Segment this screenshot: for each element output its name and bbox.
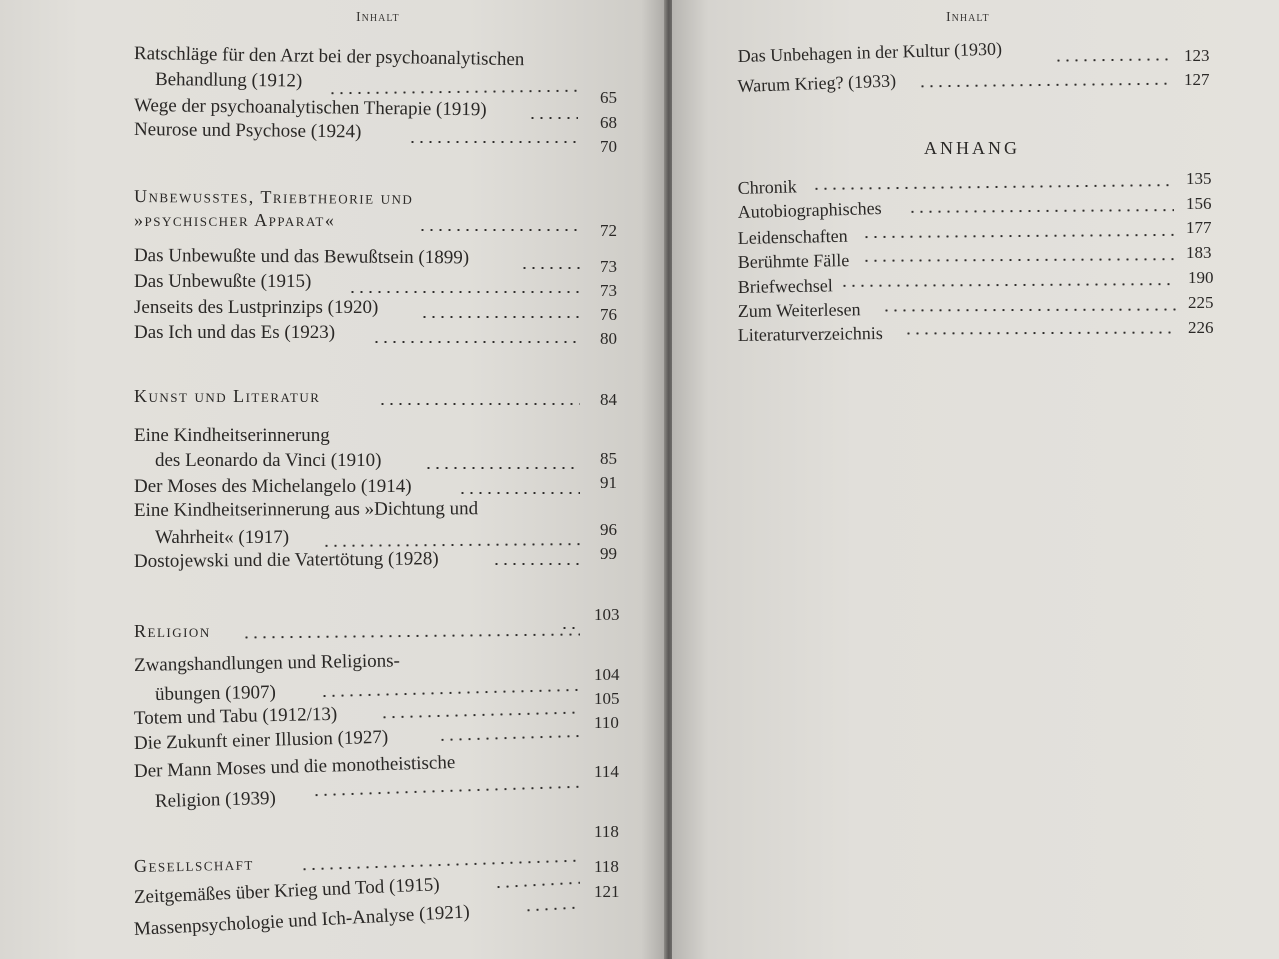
toc-entry bbox=[155, 787, 276, 814]
entry-line: Eine Kindheitserinnerung aus »Dichtung und bbox=[133, 498, 479, 521]
dot-leader bbox=[882, 308, 1176, 311]
entry-line: Das Unbewußte und das Bewußtsein (1899) bbox=[133, 245, 470, 269]
page-number: 99 bbox=[600, 544, 617, 563]
page-number: 127 bbox=[1184, 70, 1210, 89]
section-heading: Kunst und Literatur bbox=[134, 386, 321, 406]
entry-line: Die Zukunft einer Illusion (1927) bbox=[133, 726, 389, 754]
entry-line: Wahrheit« (1917) bbox=[155, 527, 290, 548]
entry-line: Totem und Tabu (1912/13) bbox=[133, 703, 338, 729]
page-number: 190 bbox=[1188, 268, 1214, 287]
toc-entry bbox=[134, 547, 439, 574]
page-number: 103 bbox=[594, 605, 620, 624]
dot-leader bbox=[528, 117, 578, 119]
section-heading: »psychischer Apparat« bbox=[134, 210, 336, 230]
dot-leader bbox=[1054, 58, 1172, 61]
entry-line: Religion (1939) bbox=[154, 787, 277, 812]
toc-entry bbox=[738, 273, 833, 299]
page-number: 177 bbox=[1186, 218, 1212, 237]
toc-entry bbox=[738, 321, 883, 347]
entry-title: Berühmte Fälle bbox=[737, 250, 850, 273]
toc-entry bbox=[134, 296, 378, 320]
dot-leader bbox=[242, 634, 580, 639]
page-number: 121 bbox=[594, 882, 620, 901]
section-heading: Gesellschaft bbox=[133, 853, 255, 876]
toc-entry bbox=[134, 497, 478, 523]
toc-entry bbox=[134, 475, 412, 499]
entry-line: Das Unbewußte (1915) bbox=[134, 271, 312, 292]
entry-title: Zum Weiterlesen bbox=[737, 299, 861, 322]
dot-leader bbox=[560, 627, 580, 629]
toc-entry bbox=[134, 270, 311, 294]
dot-leader bbox=[918, 83, 1172, 88]
toc-entry bbox=[155, 68, 302, 94]
entry-line: des Leonardo da Vinci (1910) bbox=[155, 450, 382, 471]
entry-line: Ratschläge für den Arzt bei der psychoanalytischen bbox=[133, 43, 525, 71]
toc-entry bbox=[737, 196, 882, 224]
dot-leader bbox=[458, 492, 580, 494]
dot-leader bbox=[348, 291, 580, 293]
toc-entry bbox=[134, 424, 330, 448]
page-number: 70 bbox=[600, 137, 617, 156]
page-number: 96 bbox=[600, 520, 617, 539]
toc-entry bbox=[134, 321, 335, 345]
entry-line: Neurose und Psychose (1924) bbox=[133, 119, 362, 143]
toc-entry bbox=[155, 681, 276, 707]
page-number: 72 bbox=[600, 221, 617, 240]
page-number: 80 bbox=[600, 329, 617, 348]
dot-leader bbox=[840, 283, 1174, 287]
dot-leader bbox=[908, 209, 1174, 213]
toc-entry bbox=[134, 726, 389, 756]
toc-entry bbox=[738, 297, 861, 323]
toc-entry bbox=[738, 248, 850, 274]
page-number: 84 bbox=[600, 390, 617, 409]
entry-title: Das Unbehagen in der Kultur (1930) bbox=[737, 38, 1003, 67]
dot-leader bbox=[862, 258, 1174, 262]
entry-title: Literaturverzeichnis bbox=[737, 322, 883, 346]
dot-leader bbox=[418, 229, 578, 231]
entry-line: übungen (1907) bbox=[154, 681, 276, 705]
section-heading: Unbewusstes, Triebtheorie und bbox=[133, 186, 414, 208]
entry-title: Briefwechsel bbox=[737, 275, 833, 298]
toc-entry bbox=[134, 649, 400, 678]
page-number: 135 bbox=[1186, 169, 1212, 188]
dot-leader bbox=[322, 543, 580, 547]
entry-line: Wege der psychoanalytischen Therapie (1919) bbox=[133, 95, 487, 121]
dot-leader bbox=[812, 184, 1174, 190]
dot-leader bbox=[328, 90, 578, 95]
toc-entry bbox=[134, 118, 362, 144]
page-number: 225 bbox=[1188, 293, 1214, 312]
entry-title: Chronik bbox=[737, 176, 797, 199]
entry-line: Eine Kindheitserinnerung bbox=[134, 425, 330, 446]
running-head: Inhalt bbox=[356, 10, 400, 25]
toc-entry bbox=[134, 244, 469, 270]
entry-line: Massenpsychologie und Ich-Analyse (1921) bbox=[133, 901, 471, 940]
dot-leader bbox=[492, 563, 580, 565]
dot-leader bbox=[320, 689, 580, 697]
page-number: 123 bbox=[1184, 46, 1210, 65]
toc-entry bbox=[737, 174, 797, 200]
page-number: 183 bbox=[1186, 243, 1212, 262]
toc-entry bbox=[737, 224, 847, 250]
page-number: 85 bbox=[600, 449, 617, 468]
page-number: 226 bbox=[1188, 318, 1214, 337]
entry-title: Warum Krieg? (1933) bbox=[737, 70, 897, 97]
dot-leader bbox=[312, 786, 580, 796]
dot-leader bbox=[424, 467, 580, 469]
page-number: 91 bbox=[600, 473, 617, 492]
dot-leader bbox=[524, 907, 580, 912]
dot-leader bbox=[408, 141, 578, 143]
dot-leader bbox=[378, 403, 580, 405]
toc-entry bbox=[737, 68, 896, 98]
entry-line: Das Ich und das Es (1923) bbox=[134, 322, 336, 343]
page-number: 104 bbox=[594, 665, 620, 684]
page-number: 156 bbox=[1186, 194, 1212, 213]
dot-leader bbox=[380, 712, 580, 719]
dot-leader bbox=[520, 267, 580, 269]
entry-line: Zwangshandlungen und Religions- bbox=[133, 650, 401, 676]
dot-leader bbox=[494, 882, 580, 888]
dot-leader bbox=[438, 735, 580, 741]
entry-line: Dostojewski und die Vatertötung (1928) bbox=[133, 548, 439, 572]
page-number: 65 bbox=[600, 88, 617, 107]
dot-leader bbox=[420, 316, 580, 318]
page-number: 118 bbox=[594, 822, 619, 841]
page-number: 114 bbox=[594, 762, 619, 781]
entry-title: Autobiographisches bbox=[737, 197, 882, 223]
appendix-heading: ANHANG bbox=[924, 138, 1020, 158]
page-number: 118 bbox=[594, 857, 619, 876]
toc-entry bbox=[134, 751, 456, 784]
page-number: 73 bbox=[600, 281, 617, 300]
entry-line: Jenseits des Lustprinzips (1920) bbox=[134, 297, 379, 318]
toc-entry bbox=[155, 526, 289, 550]
dot-leader bbox=[300, 860, 580, 871]
entry-line: Behandlung (1912) bbox=[154, 69, 303, 92]
page-number: 73 bbox=[600, 257, 617, 276]
page-number: 110 bbox=[594, 713, 619, 732]
dot-leader bbox=[904, 332, 1176, 335]
page-number: 105 bbox=[594, 689, 620, 708]
section-heading: Religion bbox=[134, 621, 211, 641]
toc-entry bbox=[737, 37, 1002, 68]
entry-line: Der Moses des Michelangelo (1914) bbox=[134, 476, 412, 497]
page-number: 76 bbox=[600, 305, 617, 324]
entry-title: Leidenschaften bbox=[737, 225, 848, 249]
entry-line: Der Mann Moses und die monotheistische bbox=[133, 752, 456, 782]
right-page bbox=[672, 0, 1279, 959]
entry-line: Zeitgemäßes über Krieg und Tod (1915) bbox=[133, 874, 441, 908]
dot-leader bbox=[862, 234, 1174, 238]
dot-leader bbox=[372, 341, 580, 343]
toc-entry bbox=[155, 449, 381, 473]
page-number: 68 bbox=[600, 113, 617, 132]
running-head: Inhalt bbox=[946, 10, 990, 25]
